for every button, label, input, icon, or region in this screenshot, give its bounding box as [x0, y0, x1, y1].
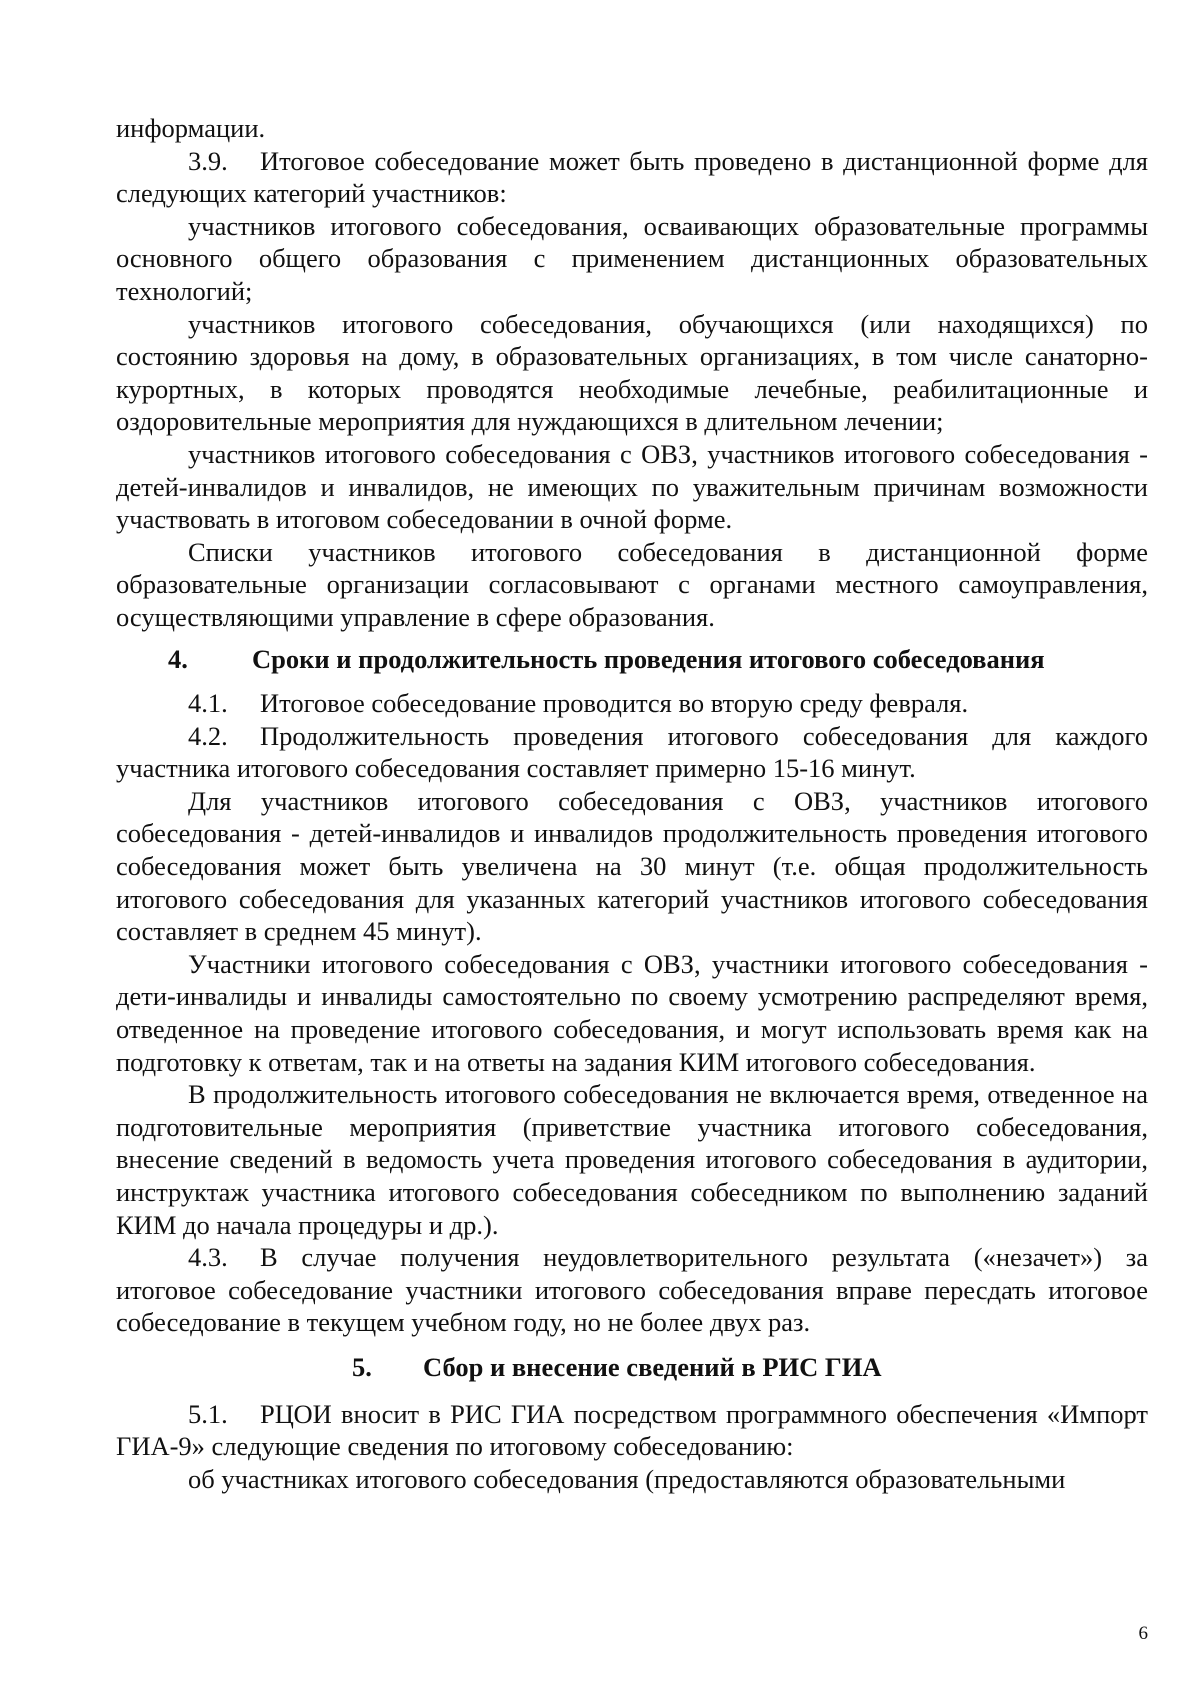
- paragraph-4-2: [116, 720, 1148, 785]
- section-heading-4: [116, 643, 1148, 676]
- paragraph: об участниках итогового собеседования (предоставляются образовательными: [188, 1463, 1066, 1494]
- paragraph: Списки участников итогового собеседования в дистанционной форме образовательные организации согласовывают с органами местного самоуправления, осуществляющими управление в сфере образования.: [116, 536, 1148, 632]
- paragraph: участников итогового собеседования, обучающихся (или находящихся) по состоянию здоровья на дому, в образовательных организациях, в том числе санаторно-курортных, в которых проводятся необходимые лечебные, реабилитационные и оздоровительные мероприятия для нуждающихся в длительном лечении;: [116, 308, 1148, 437]
- paragraph-text: РЦОИ вносит в РИС ГИА посредством программного обеспечения «Импорт ГИА-9» следующие сведения по итоговому собеседованию:: [116, 1398, 1148, 1462]
- paragraph: Участники итогового собеседования с ОВЗ, участники итогового собеседования - дети-инвалиды и инвалиды самостоятельно по своему усмотрению распределяют время, отведенное на проведение итогового собеседования, и могут использовать время как на подготовку к ответам, так и на ответы на задания КИМ итогового собеседования.: [116, 948, 1148, 1077]
- paragraph: информации.: [116, 113, 266, 143]
- section-title: Сроки и продолжительность проведения итогового собеседования: [252, 643, 1045, 674]
- paragraph: участников итогового собеседования, осваивающих образовательные программы основного общего образования с применением дистанционных образовательных технологий;: [116, 210, 1148, 306]
- paragraph: В продолжительность итогового собеседования не включается время, отведенное на подготовительные мероприятия (приветствие участника итогового собеседования, внесение сведений в ведомость учета проведения итогового собеседования в аудитории, инструктаж участника итогового собеседования собеседником по выполнению заданий КИМ до начала процедуры и др.).: [116, 1079, 1148, 1240]
- paragraph-text: Итоговое собеседование может быть проведено в дистанционной форме для следующих категорий участников:: [116, 145, 1148, 209]
- paragraph-3-9: [116, 145, 1148, 210]
- paragraph-text: В случае получения неудовлетворительного результата («незачет») за итоговое собеседование участники итогового собеседования вправе пересдать итоговое собеседование в текущем учебном году, но не более двух раз.: [116, 1242, 1148, 1338]
- section-number: 5.: [352, 1351, 372, 1382]
- section-number: 4.: [168, 643, 188, 674]
- clause-number: 3.9.: [188, 145, 228, 176]
- paragraph-5-1: [116, 1398, 1148, 1463]
- paragraph-text: Продолжительность проведения итогового собеседования для каждого участника итогового собеседования составляет примерно 15-16 минут.: [116, 720, 1148, 784]
- paragraph: Для участников итогового собеседования с ОВЗ, участников итогового собеседования - детей-инвалидов и инвалидов продолжительность проведения итогового собеседования может быть увеличена на 30 минут (т.е. общая продолжительность итогового собеседования для указанных категорий участников итогового собеседования составляет в среднем 45 минут).: [116, 785, 1148, 947]
- clause-number: 4.2.: [188, 720, 228, 751]
- section-title: Сбор и внесение сведений в РИС ГИА: [423, 1351, 882, 1382]
- clause-number: 4.3.: [188, 1242, 228, 1273]
- paragraph-text: Итоговое собеседование проводится во вторую среду февраля.: [260, 688, 969, 719]
- section-heading-5: [116, 1351, 1148, 1384]
- clause-number: 5.1.: [188, 1398, 228, 1429]
- page-number: 6: [1138, 1623, 1148, 1644]
- clause-number: 4.1.: [188, 688, 228, 719]
- paragraph-4-1: [116, 687, 1148, 720]
- paragraph: участников итогового собеседования с ОВЗ, участников итогового собеседования - детей-инвалидов и инвалидов, не имеющих по уважительным причинам возможности участвовать в итоговом собеседовании в очной форме.: [116, 438, 1148, 535]
- paragraph-4-3: [116, 1241, 1148, 1339]
- document-page: [116, 112, 1148, 1495]
